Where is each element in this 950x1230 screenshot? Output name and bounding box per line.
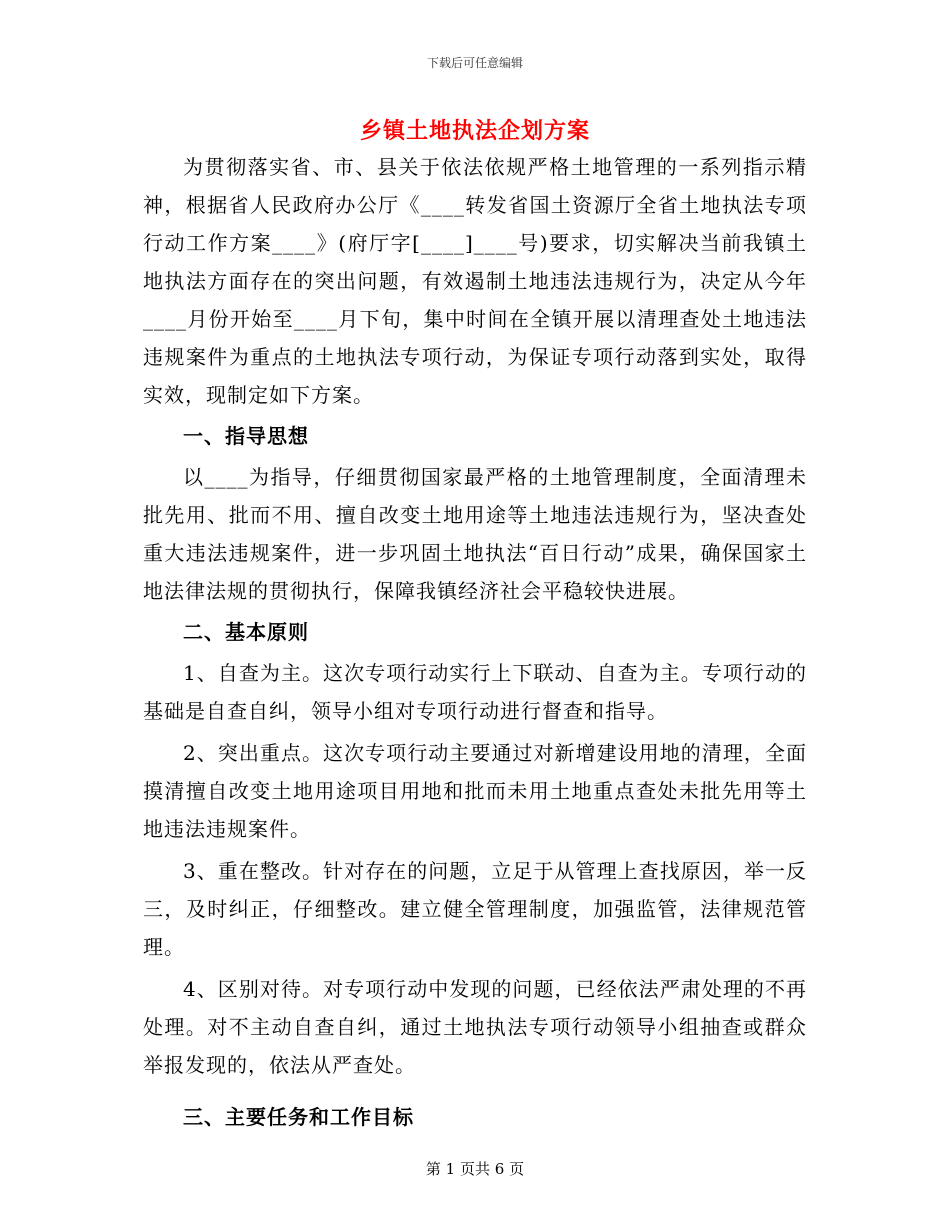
principle-paragraph: 1、自查为主。这次专项行动实行上下联动、自查为主。专项行动的基础是自查自纠，领导小组对专项行动进行督查和指导。	[143, 661, 807, 723]
document-body	[143, 148, 807, 1136]
principle-paragraph: 4、区别对待。对专项行动中发现的问题，已经依法严肃处理的不再处理。对不主动自查自纠，通过土地执法专项行动领导小组抽查或群众举报发现的，依法从严查处。	[143, 977, 807, 1077]
guiding-ideology-paragraph: 以____为指导，仔细贯彻国家最严格的土地管理制度，全面清理未批先用、批而不用、擅自改变土地用途等土地违法违规行为，坚决查处重大违法违规案件，进一步巩固土地执法“百日行动”成果，确保国家土地法律法规的贯彻执行，保障我镇经济社会平稳较快进展。	[143, 465, 807, 603]
section-heading-main-tasks: 三、主要任务和工作目标	[183, 1105, 414, 1129]
header-note: 下载后可任意编辑	[426, 56, 523, 70]
document-title: 乡镇土地执法企划方案	[359, 118, 590, 144]
page-number: 第 1 页共 6 页	[425, 1160, 525, 1178]
principle-paragraph: 2、突出重点。这次专项行动主要通过对新增建设用地的清理，全面摸清擅自改变土地用途项目用地和批而未用土地重点查处未批先用等土地违法违规案件。	[143, 741, 807, 841]
section-heading-guiding-ideology: 一、指导思想	[183, 424, 309, 448]
section-heading-basic-principles: 二、基本原则	[183, 620, 309, 644]
principle-paragraph: 3、重在整改。针对存在的问题，立足于从管理上查找原因，举一反三，及时纠正，仔细整改。建立健全管理制度，加强监管，法律规范管理。	[143, 859, 807, 959]
intro-paragraph: 为贯彻落实省、市、县关于依法依规严格土地管理的一系列指示精神，根据省人民政府办公厅《____转发省国土资源厅全省土地执法专项行动工作方案____》(府厅字[____]____号)要求，切实解决当前我镇土地执法方面存在的突出问题，有效遏制土地违法违规行为，决定从今年____月份开始至____月下旬，集中时间在全镇开展以清理查处土地违法违规案件为重点的土地执法专项行动，为保证专项行动落到实处，取得实效，现制定如下方案。	[143, 155, 807, 407]
